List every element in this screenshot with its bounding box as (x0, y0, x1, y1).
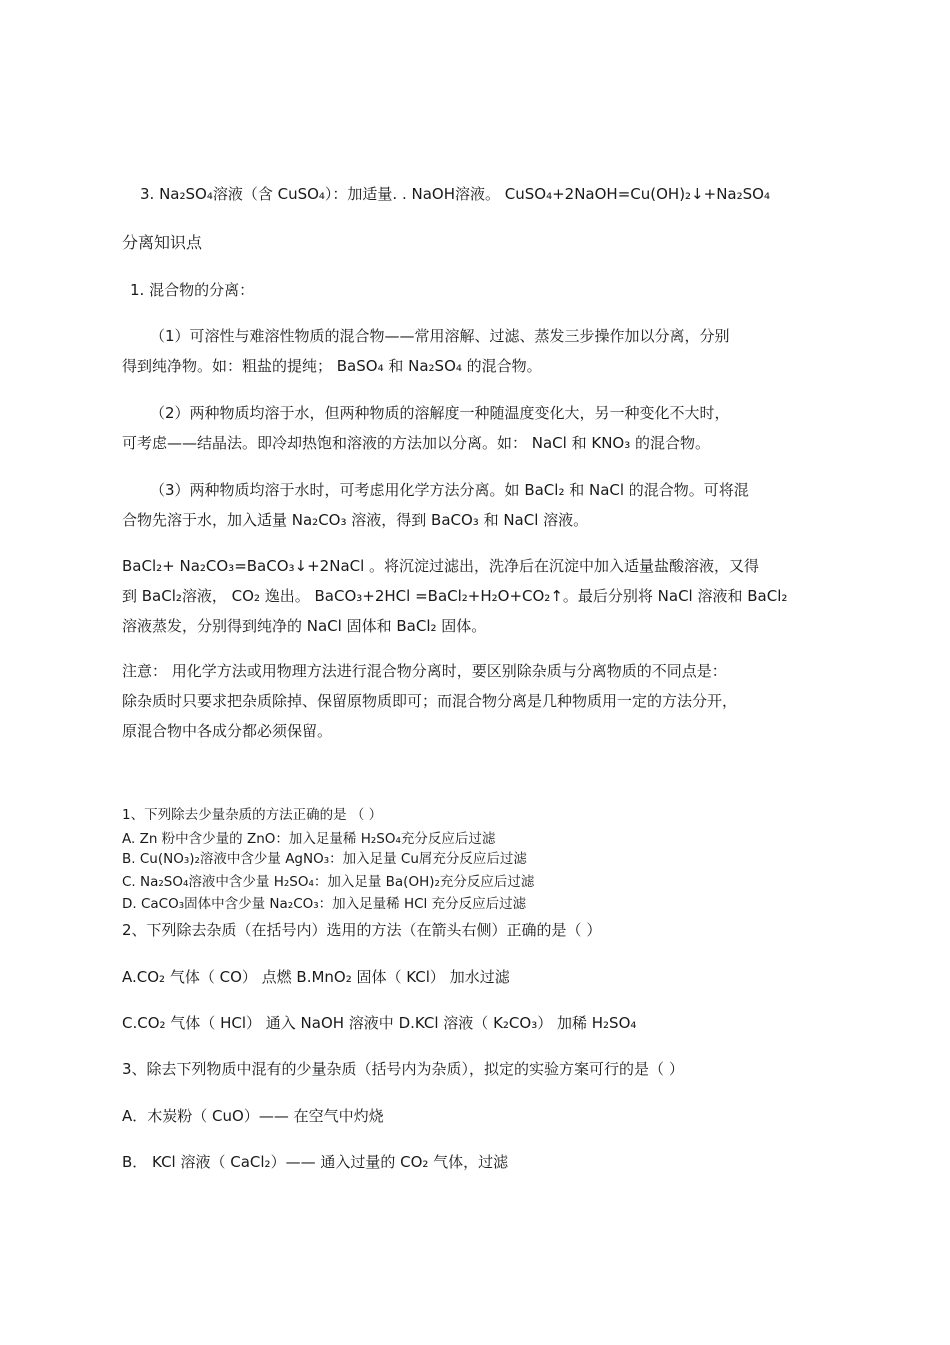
text-line: 得到纯净物。如：粗盐的提纯； BaSO₄ 和 Na₂SO₄ 的混合物。 (122, 357, 542, 375)
question-1-option-a: A. Zn 粉中含少量的 ZnO：加入足量稀 H₂SO₄充分反应后过滤 (122, 831, 496, 847)
question-3-option-b: B． KCl 溶液（ CaCl₂）—— 通入过量的 CO₂ 气体，过滤 (122, 1153, 509, 1171)
text-line: 可考虑——结晶法。即冷却热饱和溶液的方法加以分离。如： NaCl 和 KNO₃ 的混合物。 (122, 434, 711, 452)
section-heading: 分离知识点 (122, 233, 203, 252)
question-1: 1、下列除去少量杂质的方法正确的是 （ ） (122, 807, 383, 823)
text-line: 除杂质时只要求把杂质除掉、保留原物质即可；而混合物分离是几种物质用一定的方法分开， (122, 692, 738, 710)
text-line: 到 BaCl₂溶液， CO₂ 逸出。 BaCO₃+2HCl =BaCl₂+H₂O+CO₂↑。最后分别将 NaCl 溶液和 BaCl₂ (122, 587, 788, 605)
question-2-options-ab: A.CO₂ 气体（ CO） 点燃 B.MnO₂ 固体（ KCl） 加水过滤 (122, 968, 510, 986)
question-1-option-b: B. Cu(NO₃)₂溶液中含少量 AgNO₃：加入足量 Cu屑充分反应后过滤 (122, 851, 527, 867)
text-line: 溶液蒸发，分别得到纯净的 NaCl 固体和 BaCl₂ 固体。 (122, 617, 487, 635)
question-3-option-a: A．木炭粉（ CuO）—— 在空气中灼烧 (122, 1107, 384, 1125)
text-line: （1）可溶性与难溶性物质的混合物——常用溶解、过滤、蒸发三步操作加以分离，分别 (150, 327, 730, 345)
text-line: 注意： 用化学方法或用物理方法进行混合物分离时，要区别除杂质与分离物质的不同点是： (122, 662, 727, 680)
question-1-option-d: D. CaCO₃固体中含少量 Na₂CO₃：加入足量稀 HCl 充分反应后过滤 (122, 896, 527, 912)
question-1-option-c: C. Na₂SO₄溶液中含少量 H₂SO₄：加入足量 Ba(OH)₂充分反应后过滤 (122, 874, 535, 890)
question-2-options-cd: C.CO₂ 气体（ HCl） 通入 NaOH 溶液中 D.KCl 溶液（ K₂CO₃） 加稀 H₂SO₄ (122, 1014, 637, 1032)
text-line: 3. Na₂SO₄溶液（含 CuSO₄）：加适量. . NaOH溶液。 CuSO₄+2NaOH=Cu(OH)₂↓+Na₂SO₄ (140, 185, 770, 203)
question-2: 2、下列除去杂质（在括号内）选用的方法（在箭头右侧）正确的是（ ） (122, 921, 602, 939)
text-line: BaCl₂+ Na₂CO₃=BaCO₃↓+2NaCl 。将沉淀过滤出，洗净后在沉淀中加入适量盐酸溶液，又得 (122, 557, 760, 575)
text-line: 1. 混合物的分离： (130, 281, 255, 299)
text-line: 原混合物中各成分都必须保留。 (122, 722, 333, 740)
text-line: 合物先溶于水，加入适量 Na₂CO₃ 溶液，得到 BaCO₃ 和 NaCl 溶液。 (122, 511, 589, 529)
text-line: （3）两种物质均溶于水时，可考虑用化学方法分离。如 BaCl₂ 和 NaCl 的混合物。可将混 (150, 481, 749, 499)
question-3: 3、除去下列物质中混有的少量杂质（括号内为杂质），拟定的实验方案可行的是（ ） (122, 1060, 684, 1078)
text-line: （2）两种物质均溶于水，但两种物质的溶解度一种随温度变化大，另一种变化不大时， (150, 404, 730, 422)
